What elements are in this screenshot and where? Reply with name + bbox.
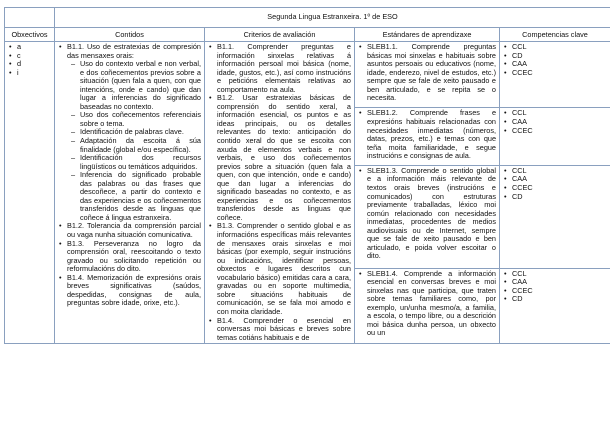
bullet-icon: • [504, 191, 507, 201]
criteria-list [208, 43, 351, 342]
competence-item-text: CCEC [512, 183, 533, 193]
bullet-icon: • [504, 294, 507, 304]
content-item [58, 222, 201, 239]
content-subitem-text: Adaptación da escoita á súa finalidade (global e/ou específica). [80, 136, 201, 154]
criterion-item [208, 317, 351, 343]
criterion-item-text: B1.4. Comprender o esencial en conversas moi básicas e breves sobre temas cotiáns habituais e de [217, 315, 351, 342]
objective-item [8, 52, 51, 61]
content-item-text: B1.4. Memorización de expresións orais breves significativas (saúdos, despedidas, consignas de aula, preguntas sobre idade, orixe, etc.). [67, 272, 201, 308]
content-subitem-text: Identificación de palabras clave. [80, 127, 184, 137]
standard-text: SLEB1.1. Comprende preguntas básicas moi sinxelas e habituais sobre asuntos persoais ou educativos (nome, idade, enderezo, nivel de estudos, etc.) sempre que se fale de xeito pausado e ben articulado, e se repita se o necesita. [367, 42, 496, 103]
criterion-item [208, 94, 351, 222]
content-subitem-text: Uso dos coñecementos referenciais sobre o tema. [80, 110, 201, 128]
bullet-icon: • [504, 117, 507, 127]
objective-item [8, 43, 51, 52]
header-row [5, 28, 611, 42]
curriculum-page [4, 7, 610, 439]
competence-item-text: CD [512, 191, 523, 201]
bullet-icon: • [504, 42, 507, 51]
competence-item-text: CAA [512, 117, 528, 127]
competences-cell [500, 165, 611, 268]
competences-cell [500, 42, 611, 108]
criterion-item-text: B1.3. Comprender o sentido global e as informacións específicas máis relevantes de mensaxes orais sinxelas e moi básicas (por exemplo, seguir instrucións ou indicacións, identificar persoas, obxectos e lugares descritos cun vocabulario básico) emitidas cara a cara, gravadas ou en soporte multimedia, sobre situacións habituais de comunicación, se se fala moi amodo e con moita claridade. [217, 221, 351, 316]
content-item-text: B1.1. Uso de estratexias de compresión das mensaxes orais: [67, 42, 201, 60]
contents-list [58, 43, 201, 308]
bullet-icon: • [59, 221, 62, 231]
bullet-icon: • [504, 183, 507, 193]
competence-item-text: CAA [512, 277, 528, 287]
bullet-icon: • [359, 165, 362, 175]
bullet-icon: • [359, 108, 362, 118]
content-item-text: B1.2. Tolerancia da comprensión parcial ou vaga nunha situación comunicativa. [67, 221, 201, 240]
bullet-icon: • [504, 174, 507, 184]
standard-item [358, 109, 496, 160]
bullet-icon: • [504, 59, 507, 69]
standard-item [358, 270, 496, 338]
bullet-icon: • [504, 268, 507, 278]
standard-text: SLEB1.2. Comprende frases e expresións habituais relacionadas con necesidades inmediatas (números, datas, prezos, etc.) e temas con que teña moita familiaridade, e segue instrucións e consignas de aula. [367, 108, 496, 161]
competences-list [503, 43, 607, 77]
competences-cell [500, 268, 611, 344]
header-competences: Competencias clave [500, 28, 611, 42]
content-subitem [67, 60, 201, 111]
competence-item-text: CCEC [512, 285, 533, 295]
content-subitem [67, 154, 201, 171]
table-title: Segunda Lingua Estranxeira. 1º de ESO [55, 8, 611, 28]
bullet-icon: • [59, 42, 62, 51]
criterion-item [208, 222, 351, 316]
bullet-icon: • [209, 315, 212, 325]
curriculum-table [4, 7, 610, 344]
dash-icon: – [71, 110, 76, 120]
objective-item-text: c [17, 50, 21, 60]
content-item [58, 43, 201, 222]
content-item [58, 240, 201, 274]
bullet-icon: • [504, 285, 507, 295]
standard-item [358, 43, 496, 103]
bullet-icon: • [9, 50, 12, 60]
bullet-icon: • [9, 59, 12, 69]
standard-cell [355, 108, 500, 165]
header-criteria: Criterios de avaliación [205, 28, 355, 42]
content-subitem-text: Identificación dos recursos lingüísticos ou temáticos adquiridos. [80, 153, 201, 171]
bullet-icon: • [504, 67, 507, 77]
criterion-item-text: B1.2. Usar estratexias básicas de comprensión do sentido xeral, a información esencial, os puntos e as ideas principais, ou os detalles relevantes do texto: anticipación do contido xeral do que se escoita con axuda de elementos verbais e non verbais, e uso dos coñecementos previos sobre a situación (quen fala a quen, con que intención, onde e cando) que dan lugar a inferencias do significado baseadas no contexto, e as experiencias e os coñecementos transferidos desde as linguas que coñece. [217, 93, 351, 222]
content-item [58, 274, 201, 308]
bullet-icon: • [209, 42, 212, 51]
body-row-1 [5, 42, 611, 108]
bullet-icon: • [504, 108, 507, 118]
content-subitems [67, 60, 201, 222]
bullet-icon: • [504, 125, 507, 135]
standard-text: SLEB1.3. Comprende o sentido global e a información máis relevante de textos orais breves (instrucións e comunicados) con estruturas previamente traballadas, léxico moi común relacionado con necesidades inmediatas, procedentes de medios audiovisuais ou de Internet, sempre que se fale de xeito pausado e ben articulado, e poida volver escoitar o dito. [367, 165, 496, 261]
criterion-item-text: B1.1. Comprender preguntas e información sinxelas relativas á información persoal moi básica (nome, idade, gustos, etc.), así como instrucións e peticións elementais relativas ao comportamento na aula. [217, 42, 351, 94]
bullet-icon: • [504, 50, 507, 60]
content-subitem [67, 111, 201, 128]
competence-item [503, 193, 607, 202]
title-blank-cell [5, 8, 55, 28]
competence-item-text: CCL [512, 165, 527, 175]
standard-cell [355, 268, 500, 344]
objectives-cell [5, 42, 55, 344]
content-subitem [67, 137, 201, 154]
content-subitem-text: Uso do contexto verbal e non verbal, e dos coñecementos previos sobre a situación (quen fala a quen, con que intencións, onde e cando) que dan lugar a inferencias do significado baseadas no contexto. [80, 59, 201, 111]
header-contents: Contidos [55, 28, 205, 42]
bullet-icon: • [59, 272, 62, 282]
dash-icon: – [71, 59, 76, 69]
bullet-icon: • [209, 221, 212, 231]
competences-list [503, 270, 607, 304]
competences-list [503, 167, 607, 201]
objective-item-text: i [17, 67, 19, 77]
competence-item-text: CCEC [512, 67, 533, 77]
dash-icon: – [71, 153, 76, 163]
standard-cell [355, 165, 500, 268]
competence-item [503, 295, 607, 304]
bullet-icon: • [504, 165, 507, 175]
bullet-icon: • [504, 277, 507, 287]
content-subitem-text: Inferencia do significado probable das palabras ou das frases que descoñece, a partir do contexto e das experiencias e os coñecementos transferidos desde as linguas que coñece á lingua estranxeira. [80, 170, 201, 222]
title-row [5, 8, 611, 28]
competence-item-text: CD [512, 294, 523, 304]
criterion-item [208, 43, 351, 94]
content-item-text: B1.3. Perseveranza no logro da comprensión oral, reescoitando o texto gravado ou solicitando repetición ou reformulacións do dito. [67, 238, 201, 274]
header-objectives: Obxectivos [5, 28, 55, 42]
competence-item-text: CCL [512, 268, 527, 278]
objectives-list [8, 43, 51, 77]
competence-item-text: CD [512, 50, 523, 60]
bullet-icon: • [9, 67, 12, 77]
standard-cell [355, 42, 500, 108]
competence-item-text: CCL [512, 42, 527, 51]
bullet-icon: • [9, 42, 12, 51]
objective-item [8, 69, 51, 78]
bullet-icon: • [359, 42, 362, 51]
bullet-icon: • [209, 93, 212, 103]
objective-item-text: a [17, 42, 22, 51]
objective-item [8, 60, 51, 69]
standard-item [358, 167, 496, 261]
objective-item-text: d [17, 59, 22, 69]
competence-item-text: CAA [512, 59, 528, 69]
dash-icon: – [71, 136, 76, 146]
competence-item-text: CAA [512, 174, 528, 184]
bullet-icon: • [59, 238, 62, 248]
contents-cell [55, 42, 205, 344]
dash-icon: – [71, 127, 76, 137]
competence-item-text: CCEC [512, 125, 533, 135]
bullet-icon: • [359, 268, 362, 278]
content-subitem [67, 171, 201, 222]
criteria-cell [205, 42, 355, 344]
competence-item [503, 69, 607, 78]
dash-icon: – [71, 170, 76, 180]
competence-item-text: CCL [512, 108, 527, 118]
competences-cell [500, 108, 611, 165]
competences-list [503, 109, 607, 135]
header-standards: Estándares de aprendizaxe [355, 28, 500, 42]
standard-text: SLEB1.4. Comprende a información esencial en conversas breves e moi sinxelas nas que participa, que traten sobre temas familiares como, por exemplo, un/unha mesmo/a, a familia, a escola, o tempo libre, ou a descrición moi básica dunha persoa, un obxecto ou un [367, 268, 496, 338]
competence-item [503, 127, 607, 136]
